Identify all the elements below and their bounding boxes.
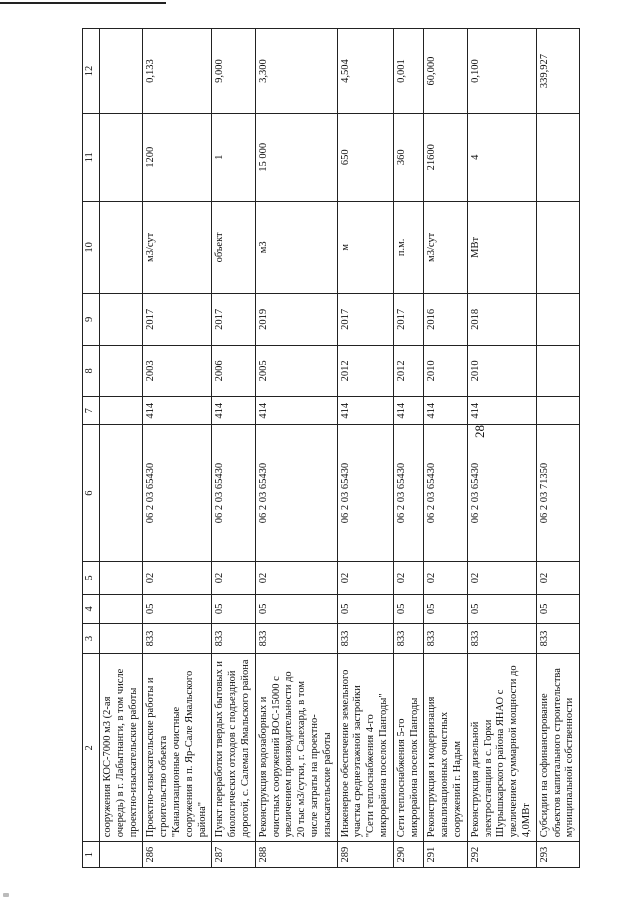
value-cell — [100, 623, 143, 654]
value-cell: 0,001 — [393, 29, 424, 114]
column-header: 10 — [83, 201, 100, 294]
value-cell: 414 — [337, 397, 393, 425]
value-cell: м3/сут — [424, 201, 467, 294]
value-cell: 833 — [536, 623, 579, 654]
value-cell — [100, 29, 143, 114]
value-cell: 1200 — [143, 114, 212, 202]
table-row — [467, 29, 536, 868]
object-name-cell: сооружения КОС-7000 м3 (2-ая очередь) в г. Лабытнанги, в том числе проектно-изыскательские работы — [100, 654, 143, 842]
value-cell: 06 2 03 65430 — [467, 425, 536, 561]
value-cell — [536, 345, 579, 396]
value-cell — [100, 345, 143, 396]
value-cell: 02 — [143, 561, 212, 594]
value-cell: 21600 — [424, 114, 467, 202]
object-name-cell: Реконструкция дизельной электростанции в с. Горки Шурышкарского района ЯНАО с увеличением суммарной мощности до 4,0МВт — [467, 654, 536, 842]
value-cell: 02 — [255, 561, 337, 594]
value-cell — [100, 114, 143, 202]
value-cell: 60,000 — [424, 29, 467, 114]
value-cell: п.м. — [393, 201, 424, 294]
header-row — [83, 29, 100, 868]
table-row — [424, 29, 467, 868]
value-cell: 06 2 03 65430 — [255, 425, 337, 561]
value-cell: 02 — [337, 561, 393, 594]
value-cell: 15 000 — [255, 114, 337, 202]
value-cell: 2017 — [143, 294, 212, 345]
value-cell: 02 — [212, 561, 255, 594]
value-cell: 06 2 03 65430 — [424, 425, 467, 561]
value-cell: 2010 — [424, 345, 467, 396]
object-name-cell: Субсидии на софинансирование объектов капитального строительства муниципальной собственности — [536, 654, 579, 842]
column-header: 7 — [83, 397, 100, 425]
value-cell: 833 — [255, 623, 337, 654]
value-cell — [100, 201, 143, 294]
value-cell: 360 — [393, 114, 424, 202]
value-cell: МВт — [467, 201, 536, 294]
value-cell: 2003 — [143, 345, 212, 396]
value-cell — [100, 561, 143, 594]
top-rule — [0, 2, 166, 4]
value-cell: 414 — [143, 397, 212, 425]
value-cell: 0,133 — [143, 29, 212, 114]
budget-table — [82, 28, 580, 868]
column-header: 4 — [83, 595, 100, 623]
value-cell — [100, 294, 143, 345]
value-cell: м3/сут — [143, 201, 212, 294]
object-name-cell: Пункт переработки твердых бытовых и биологических отходов с подъездной дорогой, с. Салемал Ямальского района — [212, 654, 255, 842]
value-cell: 2016 — [424, 294, 467, 345]
value-cell: 05 — [212, 595, 255, 623]
value-cell: 05 — [143, 595, 212, 623]
value-cell — [100, 425, 143, 561]
row-number-cell: 287 — [212, 842, 255, 868]
value-cell: 2012 — [337, 345, 393, 396]
row-number-cell: 291 — [424, 842, 467, 868]
value-cell: 650 — [337, 114, 393, 202]
value-cell: объект — [212, 201, 255, 294]
column-header: 11 — [83, 114, 100, 202]
object-name-cell: Реконструкция водозаборных и очистных сооружений ВОС-15000 с увеличением производительности до 20 тыс м3/сутки, г. Салехард, в том числе затраты на проектно-изыскательские работы — [255, 654, 337, 842]
value-cell: 1 — [212, 114, 255, 202]
object-name-cell: Проектно-изыскательские работы и строительство объекта "Канализационные очистные сооружения в п. Яр-Сале Ямальского района" — [143, 654, 212, 842]
value-cell: 833 — [143, 623, 212, 654]
value-cell: 05 — [337, 595, 393, 623]
value-cell — [536, 397, 579, 425]
row-number-cell: 289 — [337, 842, 393, 868]
column-header: 6 — [83, 425, 100, 561]
table-row — [100, 29, 143, 868]
column-header: 8 — [83, 345, 100, 396]
column-header: 5 — [83, 561, 100, 594]
value-cell: 02 — [536, 561, 579, 594]
value-cell: 2018 — [467, 294, 536, 345]
value-cell: 414 — [212, 397, 255, 425]
value-cell: 2010 — [467, 345, 536, 396]
value-cell: 414 — [255, 397, 337, 425]
value-cell: 06 2 03 65430 — [143, 425, 212, 561]
row-number-cell: 292 — [467, 842, 536, 868]
value-cell — [100, 397, 143, 425]
value-cell: 2005 — [255, 345, 337, 396]
value-cell: 06 2 03 65430 — [393, 425, 424, 561]
value-cell: 414 — [424, 397, 467, 425]
value-cell: 833 — [212, 623, 255, 654]
value-cell: 2019 — [255, 294, 337, 345]
value-cell: 02 — [467, 561, 536, 594]
value-cell: 05 — [255, 595, 337, 623]
value-cell: 4,504 — [337, 29, 393, 114]
value-cell: 833 — [337, 623, 393, 654]
rotated-table-wrapper — [82, 28, 640, 868]
column-header: 12 — [83, 29, 100, 114]
table-row — [536, 29, 579, 868]
value-cell: 06 2 03 65430 — [212, 425, 255, 561]
value-cell: 02 — [393, 561, 424, 594]
column-header: 1 — [83, 842, 100, 868]
row-number-cell: 293 — [536, 842, 579, 868]
table-body — [100, 29, 580, 868]
object-name-cell: Реконструкция и модернизация канализационных очистных сооружений г. Надым — [424, 654, 467, 842]
value-cell: 2012 — [393, 345, 424, 396]
value-cell: 4 — [467, 114, 536, 202]
table-row — [393, 29, 424, 868]
value-cell — [536, 294, 579, 345]
value-cell: 9,000 — [212, 29, 255, 114]
value-cell: 3,300 — [255, 29, 337, 114]
object-name-cell: Инженерное обеспечение земельного участка среднеэтажной застройки "Сети теплоснабжения 4-го микрорайона поселок Пангоды" — [337, 654, 393, 842]
value-cell: 339,927 — [536, 29, 579, 114]
row-number-cell — [100, 842, 143, 868]
table-row — [143, 29, 212, 868]
scan-mark — [3, 893, 9, 897]
value-cell: 833 — [424, 623, 467, 654]
value-cell: 2017 — [337, 294, 393, 345]
table-row — [255, 29, 337, 868]
value-cell: 2006 — [212, 345, 255, 396]
value-cell: 2017 — [212, 294, 255, 345]
value-cell: 05 — [536, 595, 579, 623]
value-cell — [536, 201, 579, 294]
value-cell: 05 — [393, 595, 424, 623]
value-cell — [536, 114, 579, 202]
value-cell: 414 — [467, 397, 536, 425]
column-header: 9 — [83, 294, 100, 345]
value-cell: 0,100 — [467, 29, 536, 114]
value-cell: м — [337, 201, 393, 294]
page-number: 28 — [472, 425, 487, 438]
value-cell: 06 2 03 71350 — [536, 425, 579, 561]
row-number-cell: 288 — [255, 842, 337, 868]
row-number-cell: 286 — [143, 842, 212, 868]
column-header: 2 — [83, 654, 100, 842]
value-cell: 833 — [467, 623, 536, 654]
value-cell: м3 — [255, 201, 337, 294]
object-name-cell: Сети теплоснабжения 5-го микрорайона поселок Пангоды — [393, 654, 424, 842]
value-cell: 2017 — [393, 294, 424, 345]
column-header: 3 — [83, 623, 100, 654]
value-cell: 833 — [393, 623, 424, 654]
value-cell — [100, 595, 143, 623]
value-cell: 02 — [424, 561, 467, 594]
value-cell: 414 — [393, 397, 424, 425]
table-row — [337, 29, 393, 868]
table-row — [212, 29, 255, 868]
value-cell: 05 — [424, 595, 467, 623]
value-cell: 06 2 03 65430 — [337, 425, 393, 561]
row-number-cell: 290 — [393, 842, 424, 868]
value-cell: 05 — [467, 595, 536, 623]
